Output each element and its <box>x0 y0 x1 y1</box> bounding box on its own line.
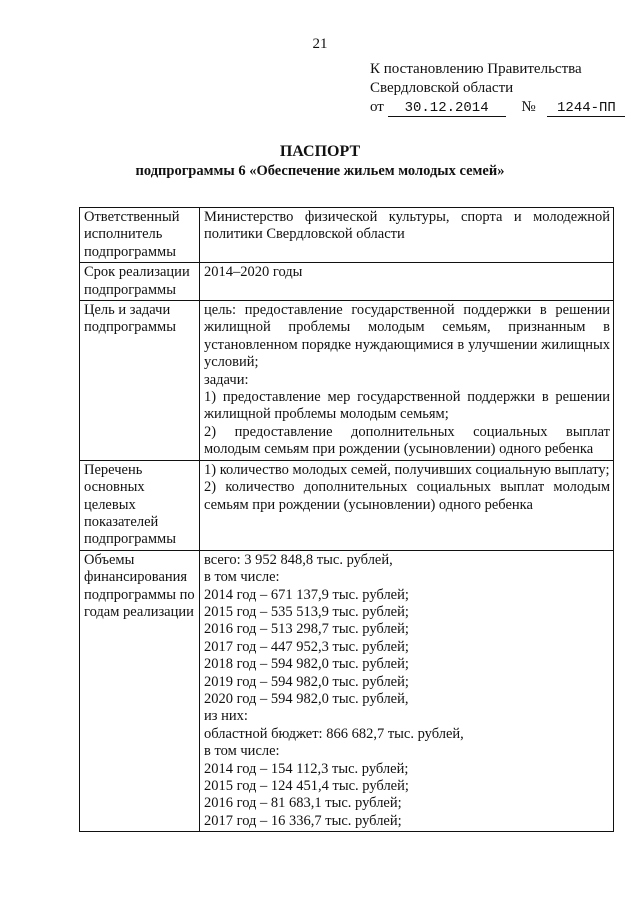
indicator-1: 1) количество молодых семей, получивших социальную выплату; <box>204 461 610 478</box>
task-1: 1) предоставление мер государственной поддержки в решении жилищной проблемы молодым семьям; <box>204 389 610 423</box>
goal-text: цель: предоставление государственной поддержки в решении жилищной проблемы молодым семьям, признанным в установленном порядке нуждающимися в улучшении жилищных условий; <box>204 302 610 371</box>
number-label: № <box>521 99 536 115</box>
passport-table <box>79 207 614 832</box>
financing-line: 2016 год – 513 298,7 тыс. рублей; <box>204 621 409 638</box>
financing-line: 2015 год – 124 451,4 тыс. рублей; <box>204 778 409 794</box>
financing-line: из них: <box>204 708 248 725</box>
financing-line: 2019 год – 594 982,0 тыс. рублей; <box>204 673 409 690</box>
row-content <box>200 550 614 832</box>
financing-line: областной бюджет: 866 682,7 тыс. рублей, <box>204 725 464 742</box>
financing-line: 2020 год – 594 982,0 тыс. рублей, <box>204 690 409 707</box>
indicator-2: 2) количество дополнительных социальных выплат молодым семьям при рождении (усыновлении) одного ребенка <box>204 479 610 513</box>
header-date-line <box>370 98 620 117</box>
header-line-2: Свердловской области <box>370 80 514 96</box>
page-number: 21 <box>312 36 328 52</box>
row-label: Ответственный исполнитель подпрограммы <box>80 208 200 263</box>
financing-line: 2018 год – 594 982,0 тыс. рублей; <box>204 656 409 673</box>
table-row <box>80 301 614 461</box>
row-text: Министерство физической культуры, спорта и молодежной политики Свердловской области <box>204 209 610 243</box>
row-content <box>200 460 614 550</box>
financing-line: в том числе: <box>204 743 280 760</box>
financing-line: 2017 год – 447 952,3 тыс. рублей; <box>204 638 409 655</box>
financing-line: 2015 год – 535 513,9 тыс. рублей; <box>204 603 409 620</box>
row-label: Перечень основных целевых показателей подпрограммы <box>80 460 200 550</box>
financing-line: 2014 год – 671 137,9 тыс. рублей; <box>204 586 409 603</box>
financing-line: в том числе: <box>204 569 280 586</box>
table-row <box>80 460 614 550</box>
row-label: Объемы финансирования подпрограммы по годам реализации <box>80 550 200 832</box>
financing-line: 2016 год – 81 683,1 тыс. рублей; <box>204 795 402 812</box>
row-content <box>200 263 614 301</box>
table-row <box>80 263 614 301</box>
header-line-1: К постановлению Правительства <box>370 61 582 77</box>
financing-line: 2014 год – 154 112,3 тыс. рублей; <box>204 760 409 777</box>
row-content <box>200 301 614 461</box>
financing-line: 2017 год – 16 336,7 тыс. рублей; <box>204 812 402 829</box>
task-2: 2) предоставление дополнительных социальных выплат молодым семьям при рождении (усыновлении) одного ребенка <box>204 423 610 458</box>
row-text: 2014–2020 годы <box>204 264 303 281</box>
document-subtitle: подпрограммы 6 «Обеспечение жильем молодых семей» <box>135 163 505 179</box>
row-label: Цель и задачи подпрограммы <box>80 301 200 461</box>
table-row <box>80 208 614 263</box>
row-label: Срок реализации подпрограммы <box>80 263 200 301</box>
tasks-heading: задачи: <box>204 371 249 388</box>
financing-line: всего: 3 952 848,8 тыс. рублей, <box>204 551 393 568</box>
resolution-number: 1244-ПП <box>547 101 625 117</box>
resolution-date: 30.12.2014 <box>388 101 506 117</box>
row-content <box>200 208 614 263</box>
table-row <box>80 550 614 832</box>
approval-header <box>370 60 620 117</box>
from-label: от <box>370 99 384 115</box>
document-title: ПАСПОРТ <box>279 143 361 160</box>
